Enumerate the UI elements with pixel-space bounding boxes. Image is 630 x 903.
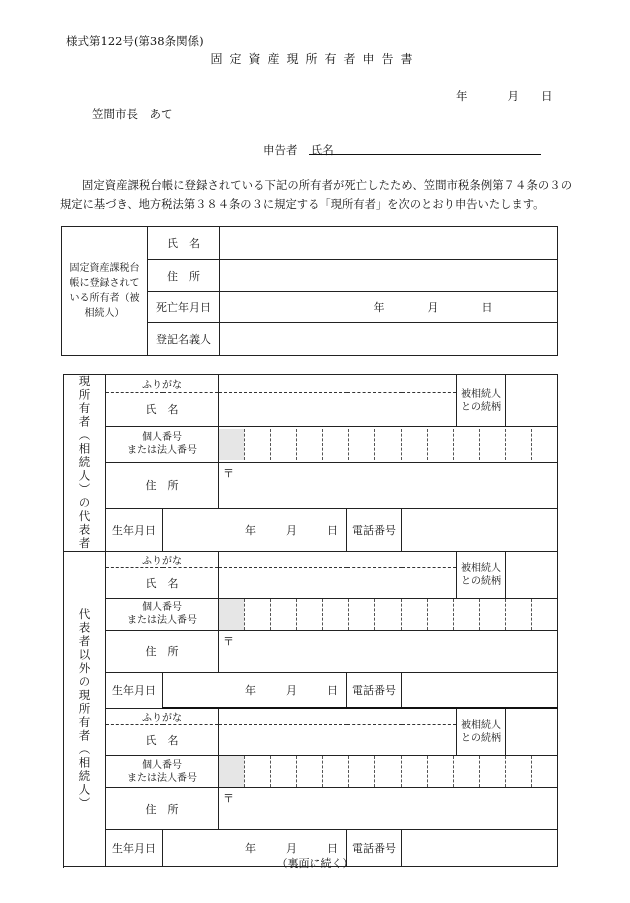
other1-address-field[interactable] bbox=[219, 630, 558, 672]
deceased-name-field[interactable] bbox=[220, 227, 558, 260]
registered-owner-field[interactable] bbox=[220, 323, 558, 356]
declarant-label: 申告者 bbox=[263, 143, 298, 157]
other2-relation-field[interactable] bbox=[506, 708, 558, 756]
id-number-label: 個人番号 または法人番号 bbox=[106, 756, 219, 788]
other1-phone-field[interactable] bbox=[402, 672, 558, 708]
other2-id-number-grid[interactable] bbox=[219, 756, 558, 788]
other1-relation-field[interactable] bbox=[506, 551, 558, 598]
deceased-address-label: 住 所 bbox=[148, 260, 220, 292]
phone-label: 電話番号 bbox=[347, 672, 402, 708]
declaration-paragraph: 固定資産課税台帳に登録されている下記の所有者が死亡したため、笠間市税条例第７４条の３の規定に基づき、地方税法第３８４条の３に規定する「現所有者」を次のとおり申告いたします。 bbox=[60, 179, 572, 211]
rep-furigana-field[interactable] bbox=[219, 375, 457, 393]
month-label: 月 bbox=[507, 89, 519, 103]
postal-mark: 〒 bbox=[223, 466, 234, 480]
other-owners-section-label: 代表者以外の現所有者（相続人） bbox=[64, 551, 106, 867]
furigana-label: ふりがな bbox=[106, 551, 219, 567]
id-number-label: 個人番号 または法人番号 bbox=[106, 598, 219, 630]
relation-label: 被相続人 との続柄 bbox=[457, 708, 506, 756]
death-date-field[interactable] bbox=[220, 292, 558, 323]
address-label: 住 所 bbox=[106, 462, 219, 509]
other1-name-field[interactable] bbox=[219, 567, 457, 598]
death-year-label: 年 bbox=[373, 301, 385, 314]
other1-birth-date-field[interactable]: 年 月 日 bbox=[163, 672, 347, 708]
postal-mark: 〒 bbox=[223, 792, 234, 805]
postal-mark: 〒 bbox=[223, 634, 234, 648]
phone-label: 電話番号 bbox=[347, 830, 402, 867]
deceased-owner-table bbox=[61, 226, 558, 356]
addressee: 笠間市長 あて bbox=[92, 107, 173, 121]
submission-date bbox=[456, 88, 553, 104]
day-label: 日 bbox=[541, 89, 553, 103]
phone-label: 電話番号 bbox=[347, 509, 402, 551]
deceased-section-label: 固定資産課税台帳に登録されている所有者（被相続人） bbox=[62, 227, 148, 356]
registered-owner-label: 登記名義人 bbox=[148, 323, 220, 356]
other2-furigana-field[interactable] bbox=[219, 708, 457, 725]
other2-name-field[interactable] bbox=[219, 725, 457, 756]
form-number: 様式第122号(第38条関係) bbox=[66, 34, 204, 48]
rep-phone-field[interactable] bbox=[402, 509, 558, 551]
furigana-label: ふりがな bbox=[106, 375, 219, 393]
birth-date-label: 生年月日 bbox=[106, 509, 163, 551]
death-day-label: 日 bbox=[481, 301, 493, 314]
name-label: 氏 名 bbox=[106, 567, 219, 598]
deceased-name-label: 氏 名 bbox=[148, 227, 220, 260]
name-label: 氏 名 bbox=[106, 725, 219, 756]
death-date-label: 死亡年月日 bbox=[148, 292, 220, 323]
death-month-label: 月 bbox=[427, 301, 439, 314]
deceased-address-field[interactable] bbox=[220, 260, 558, 292]
declarant-name-field[interactable] bbox=[309, 154, 541, 155]
other1-id-number-grid[interactable] bbox=[219, 598, 558, 630]
rep-address-field[interactable] bbox=[219, 462, 558, 509]
address-label: 住 所 bbox=[106, 788, 219, 830]
birth-date-label: 生年月日 bbox=[106, 830, 163, 867]
declarant-block bbox=[263, 142, 334, 158]
other1-furigana-field[interactable] bbox=[219, 551, 457, 567]
year-label: 年 bbox=[456, 89, 468, 103]
address-label: 住 所 bbox=[106, 630, 219, 672]
current-owners-table bbox=[63, 374, 558, 867]
name-label: 氏 名 bbox=[106, 392, 219, 426]
declarant-name-label: 氏名 bbox=[310, 143, 334, 157]
representative-section-label: 現所有者（相続人）の代表者 bbox=[64, 375, 106, 552]
birth-date-label: 生年月日 bbox=[106, 672, 163, 708]
rep-relation-field[interactable] bbox=[506, 375, 558, 427]
id-number-label: 個人番号 または法人番号 bbox=[106, 427, 219, 463]
rep-name-field[interactable] bbox=[219, 392, 457, 426]
continued-note: （裏面に続く） bbox=[276, 857, 354, 870]
relation-label: 被相続人 との続柄 bbox=[457, 375, 506, 427]
relation-label: 被相続人 との続柄 bbox=[457, 551, 506, 598]
other2-address-field[interactable] bbox=[219, 788, 558, 830]
furigana-label: ふりがな bbox=[106, 708, 219, 725]
rep-birth-date-field[interactable]: 年 月 日 bbox=[163, 509, 347, 551]
rep-id-number-grid[interactable] bbox=[219, 427, 558, 463]
document-title: 固定資産現所有者申告書 bbox=[210, 52, 420, 66]
other2-birth-date-field[interactable]: 年 月 日 bbox=[163, 830, 347, 867]
